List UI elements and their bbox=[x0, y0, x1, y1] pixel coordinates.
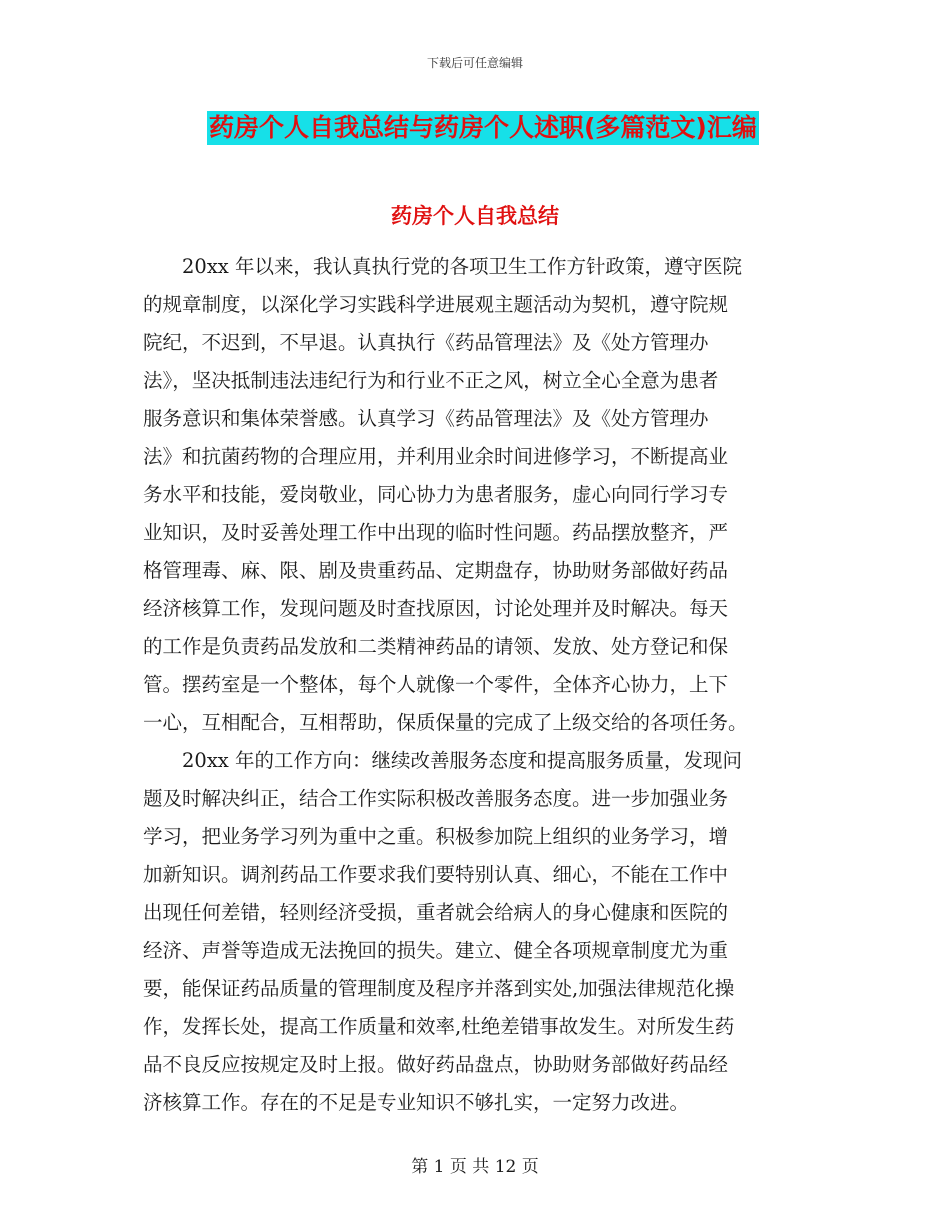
text-line: 格管理毒、麻、限、剧及贵重药品、定期盘存，协助财务部做好药品 bbox=[143, 559, 729, 582]
section-title: 药房个人自我总结 bbox=[391, 204, 559, 228]
text-line: 20xx 年的工作方向：继续改善服务态度和提高服务质量，发现问 bbox=[143, 749, 743, 772]
text-line: 出现任何差错，轻则经济受损，重者就会给病人的身心健康和医院的 bbox=[143, 901, 729, 924]
text-line: 一心，互相配合，互相帮助，保质保量的完成了上级交给的各项任务。 bbox=[143, 711, 748, 734]
text-line: 学习，把业务学习列为重中之重。积极参加院上组织的业务学习，增 bbox=[143, 825, 729, 848]
text-line: 服务意识和集体荣誉感。认真学习《药品管理法》及《处方管理办 bbox=[143, 407, 709, 430]
text-line: 的工作是负责药品发放和二类精神药品的请领、发放、处方登记和保 bbox=[143, 635, 729, 658]
text-line: 法》和抗菌药物的合理应用，并利用业余时间进修学习，不断提高业 bbox=[143, 445, 729, 468]
text-line: 务水平和技能，爱岗敬业，同心协力为患者服务，虚心向同行学习专 bbox=[143, 483, 729, 506]
text-line: 院纪，不迟到，不早退。认真执行《药品管理法》及《处方管理办 bbox=[143, 331, 709, 354]
text-line: 品不良反应按规定及时上报。做好药品盘点，协助财务部做好药品经 bbox=[143, 1053, 729, 1076]
document-title: 药房个人自我总结与药房个人述职(多篇范文)汇编 bbox=[207, 111, 759, 145]
text-line: 20xx 年以来，我认真执行党的各项卫生工作方针政策，遵守医院 bbox=[143, 255, 743, 278]
text-line: 加新知识。调剂药品工作要求我们要特别认真、细心，不能在工作中 bbox=[143, 863, 729, 886]
text-line: 题及时解决纠正，结合工作实际积极改善服务态度。进一步加强业务 bbox=[143, 787, 729, 810]
body-text bbox=[143, 248, 808, 1122]
header-note: 下载后可任意编辑 bbox=[426, 56, 523, 70]
text-line: 经济、声誉等造成无法挽回的损失。建立、健全各项规章制度尤为重 bbox=[143, 939, 729, 962]
text-line: 经济核算工作，发现问题及时查找原因，讨论处理并及时解决。每天 bbox=[143, 597, 729, 620]
text-line: 济核算工作。存在的不足是专业知识不够扎实，一定努力改进。 bbox=[143, 1091, 690, 1114]
text-line: 作，发挥长处，提高工作质量和效率,杜绝差错事故发生。对所发生药 bbox=[143, 1015, 735, 1038]
text-line: 要，能保证药品质量的管理制度及程序并落到实处,加强法律规范化操 bbox=[143, 977, 735, 1000]
text-line: 的规章制度，以深化学习实践科学进展观主题活动为契机，遵守院规 bbox=[143, 293, 729, 316]
text-line: 法》，坚决抵制违法违纪行为和行业不正之风，树立全心全意为患者 bbox=[143, 369, 719, 392]
text-line: 业知识，及时妥善处理工作中出现的临时性问题。药品摆放整齐，严 bbox=[143, 521, 729, 544]
page-footer: 第 1 页 共 12 页 bbox=[411, 1157, 539, 1177]
text-line: 管。摆药室是一个整体，每个人就像一个零件，全体齐心协力，上下 bbox=[143, 673, 729, 696]
